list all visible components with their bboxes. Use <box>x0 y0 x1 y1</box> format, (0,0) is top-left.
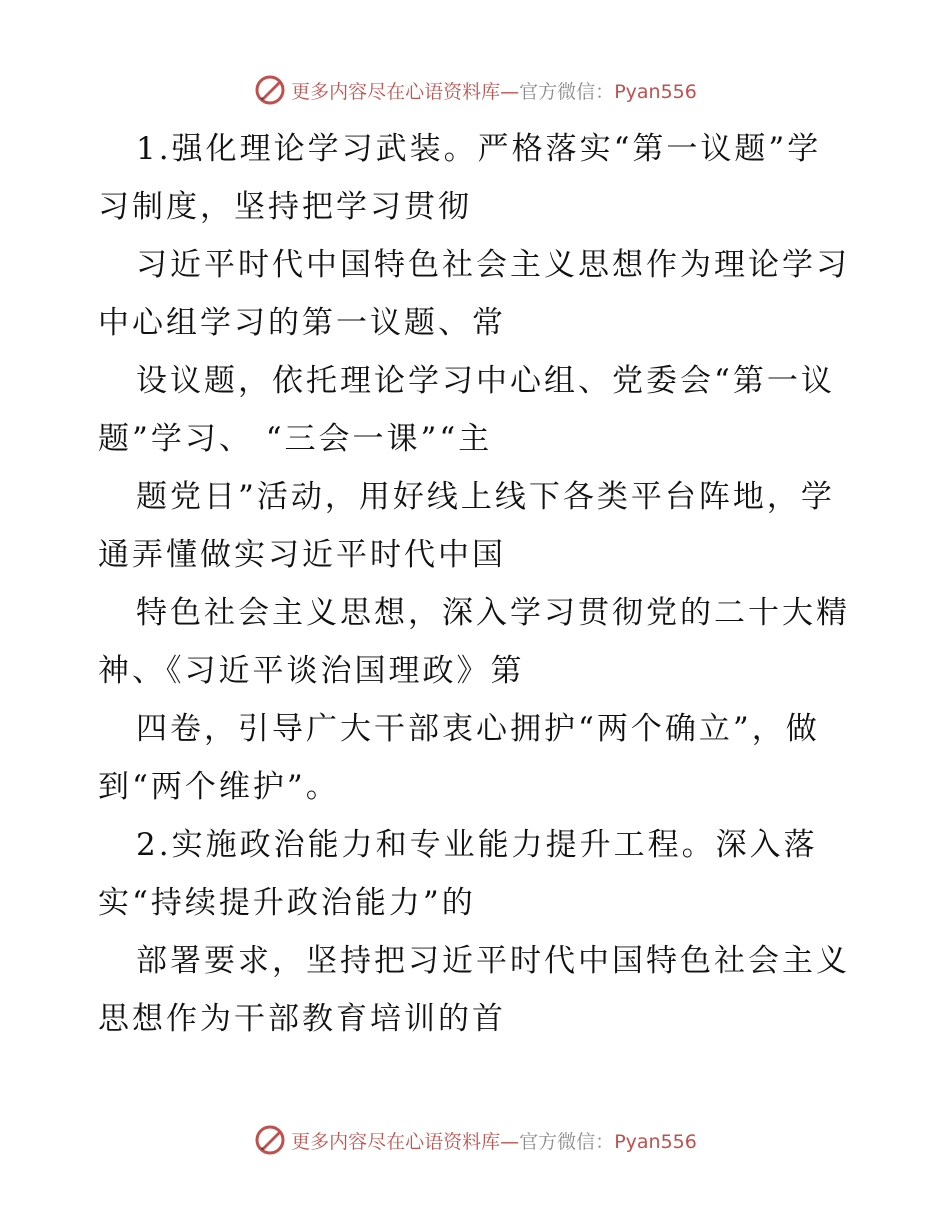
text-line: 四卷，引导广大干部衷心拥护“两个确立”，做 <box>136 711 820 747</box>
text-line: 题党日”活动，用好线上线下各类平台阵地，学 <box>136 479 835 515</box>
text-line: 通弄懂做实习近平时代中国 <box>98 537 506 573</box>
wechat-label: 官方微信： <box>519 80 615 103</box>
watermark-text: 更多内容尽在心语资料库— <box>291 80 520 103</box>
document-body <box>98 120 858 1048</box>
text-line: 习近平时代中国特色社会主义思想作为理论学习 <box>136 247 850 283</box>
text-line: 中心组学习的第一议题、常 <box>98 305 506 341</box>
text-line: 思想作为干部教育培训的首 <box>98 1001 506 1037</box>
quill-logo-icon <box>253 73 287 107</box>
footer-watermark <box>0 1120 950 1160</box>
quill-logo-icon <box>253 1123 287 1157</box>
text-line: 神、《习近平谈治国理政》第 <box>98 653 525 689</box>
text-line: 部署要求，坚持把习近平时代中国特色社会主义 <box>136 943 850 979</box>
header-watermark <box>0 70 950 110</box>
wechat-id: Pyan556 <box>614 1130 697 1153</box>
text-line: 习制度，坚持把学习贯彻 <box>98 189 472 225</box>
text-line: 题”学习、 “三会一课”“主 <box>98 421 493 457</box>
text-line: 到“两个维护”。 <box>98 769 340 805</box>
text-line: 2.实施政治能力和专业能力提升工程。深入落 <box>136 827 818 863</box>
text-line: 1.强化理论学习武装。严格落实“第一议题”学 <box>136 131 822 167</box>
wechat-id: Pyan556 <box>614 80 697 103</box>
text-line: 实“持续提升政治能力”的 <box>98 885 476 921</box>
watermark-text: 更多内容尽在心语资料库— <box>291 1130 520 1153</box>
text-line: 设议题，依托理论学习中心组、党委会“第一议 <box>136 363 835 399</box>
text-line: 特色社会主义思想，深入学习贯彻党的二十大精 <box>136 595 850 631</box>
wechat-label: 官方微信： <box>519 1130 615 1153</box>
